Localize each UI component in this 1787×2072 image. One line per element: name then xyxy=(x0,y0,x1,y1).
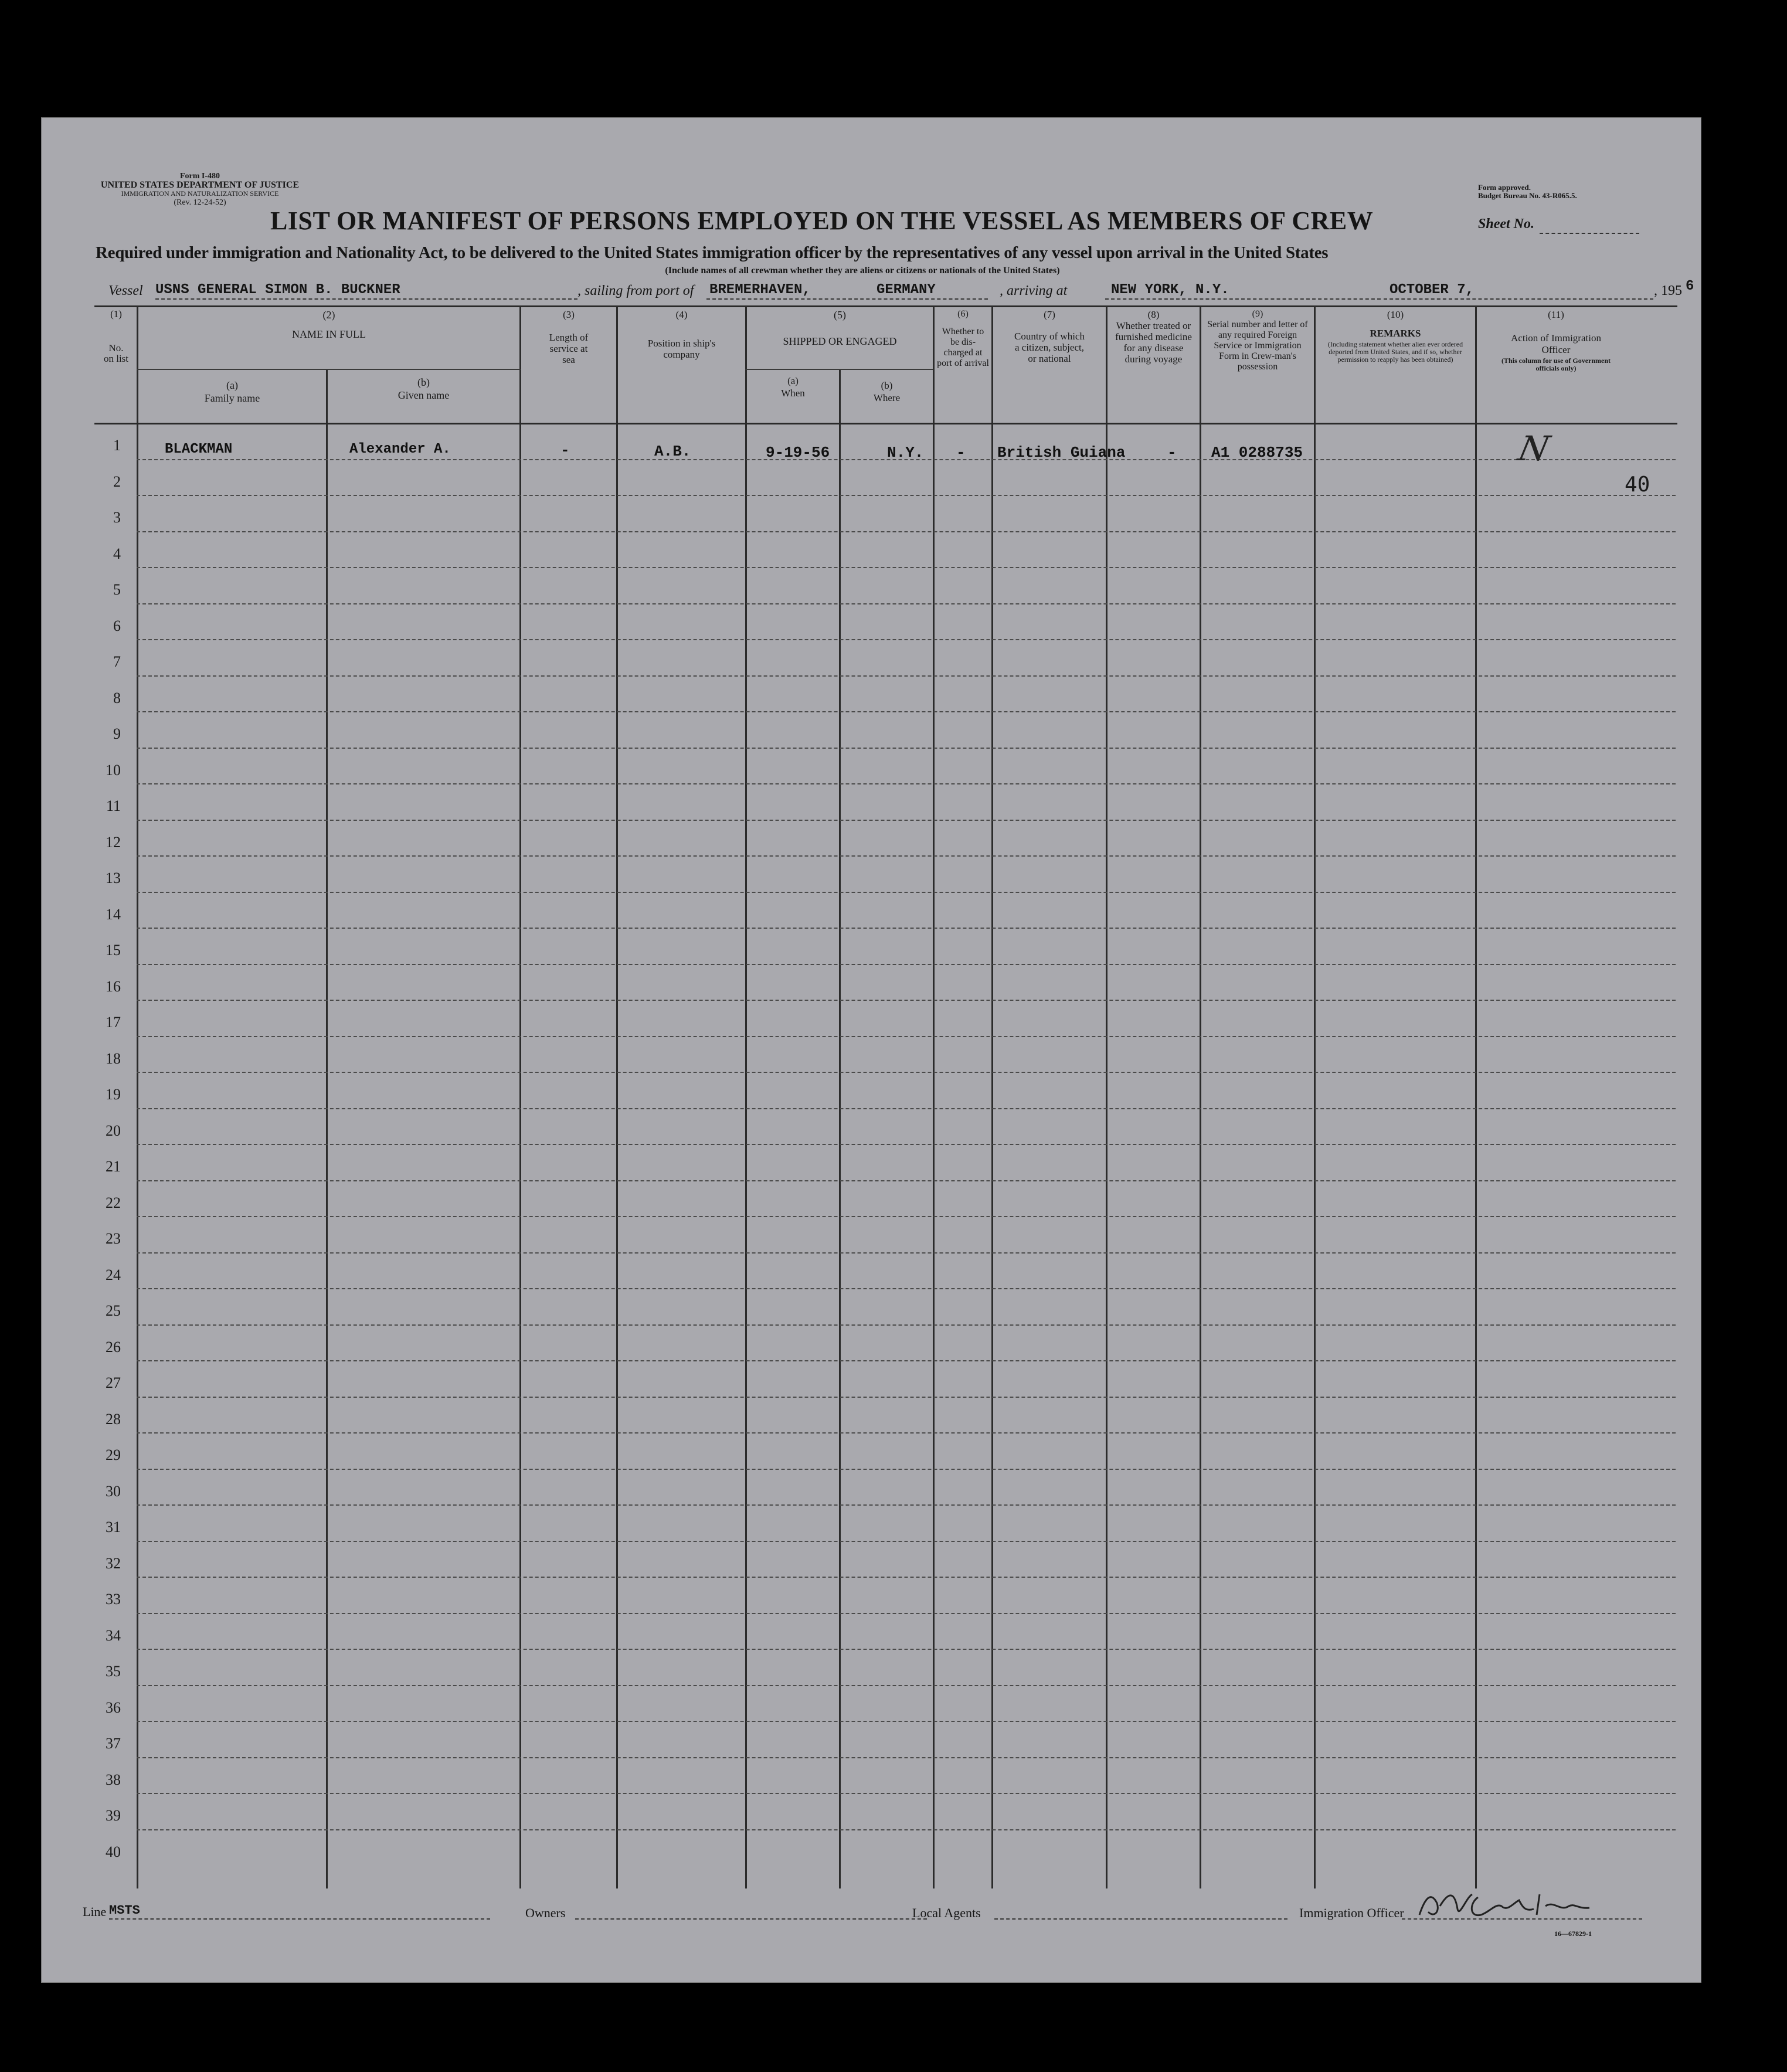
col3-title: Length of service at sea xyxy=(549,332,589,365)
row-rule xyxy=(137,820,1676,821)
date-underline xyxy=(1384,298,1653,300)
row-number: 25 xyxy=(106,1302,121,1319)
row-number: 4 xyxy=(113,545,121,562)
owners-underline xyxy=(575,1918,927,1920)
col11-number: (11) xyxy=(1548,309,1564,320)
row-rule xyxy=(137,1397,1676,1398)
col2b-title: Given name xyxy=(398,389,450,401)
col8-number: (8) xyxy=(1147,309,1160,320)
col-rule-2a xyxy=(326,370,328,1888)
form-code: 16—67829-1 xyxy=(1554,1930,1592,1938)
sheet-number-field xyxy=(1540,233,1639,234)
row-number: 18 xyxy=(106,1049,121,1067)
row-rule xyxy=(137,1757,1676,1758)
row-number: 30 xyxy=(106,1482,121,1500)
row-rule xyxy=(137,1432,1676,1434)
row-rule xyxy=(137,1613,1676,1614)
row-rule xyxy=(137,928,1676,929)
entry-length-of-service: - xyxy=(560,441,570,459)
page-title: LIST OR MANIFEST OF PERSONS EMPLOYED ON THE VESSEL AS MEMBERS OF CREW xyxy=(270,206,1374,235)
col5a-header xyxy=(747,375,839,399)
row-number: 21 xyxy=(106,1158,121,1175)
col5-header xyxy=(747,309,933,348)
col5b-number: (b) xyxy=(881,380,893,391)
row-rule xyxy=(137,711,1676,712)
entry-position: A.B. xyxy=(654,443,691,460)
arrival-underline xyxy=(1105,298,1381,300)
col9-header xyxy=(1201,309,1314,372)
col6-title: Whether to be dis-charged at port of arrival xyxy=(937,327,989,368)
form-header-left xyxy=(89,172,311,207)
col-rule-4 xyxy=(745,305,747,1888)
row-rule xyxy=(137,1685,1676,1686)
row-number: 37 xyxy=(106,1735,121,1752)
col11-title: Action of Immigration Officer xyxy=(1511,332,1601,355)
row-number: 28 xyxy=(106,1410,121,1428)
row-rule xyxy=(137,1649,1676,1650)
line-value: MSTS xyxy=(109,1903,140,1918)
col7-number: (7) xyxy=(1044,309,1055,320)
row-rule xyxy=(137,639,1676,640)
col7-title: Country of which a citizen, subject, or national xyxy=(1014,331,1085,364)
entry-treated: - xyxy=(1167,444,1177,461)
port-underline xyxy=(706,298,988,300)
row-number: 3 xyxy=(113,509,121,526)
row-number: 8 xyxy=(113,689,121,706)
col-rule-8 xyxy=(1200,305,1201,1888)
row-number: 15 xyxy=(106,942,121,959)
signature-line xyxy=(83,1891,1666,1938)
row-rule xyxy=(137,1541,1676,1542)
col7-header xyxy=(993,309,1106,364)
row-number: 2 xyxy=(113,473,121,490)
row-number: 26 xyxy=(106,1338,121,1356)
col3-header xyxy=(521,309,616,365)
row-rule xyxy=(137,1252,1676,1254)
row-rule xyxy=(137,748,1676,749)
col8-header xyxy=(1107,309,1200,365)
col-rule-1 xyxy=(137,305,138,1888)
entry-serial-number: A1 0288735 xyxy=(1211,444,1303,461)
row-number: 32 xyxy=(106,1554,121,1572)
col5-title: SHIPPED OR ENGAGED xyxy=(783,335,897,347)
col8-title: Whether treated or furnished medicine for any disease during voyage xyxy=(1115,320,1192,365)
row-number: 31 xyxy=(106,1519,121,1536)
col4-header xyxy=(618,309,745,360)
col1-header xyxy=(96,309,137,364)
col5b-header xyxy=(841,379,933,404)
col-rule-10 xyxy=(1475,305,1477,1888)
service-name: IMMIGRATION AND NATURALIZATION SERVICE xyxy=(121,189,279,198)
vessel-line xyxy=(108,277,1694,301)
row-rule xyxy=(137,855,1676,857)
form-revision: (Rev. 12-24-52) xyxy=(174,198,226,207)
row-number: 34 xyxy=(106,1626,121,1644)
row-number: 7 xyxy=(113,653,121,670)
row-number: 17 xyxy=(106,1014,121,1031)
vessel-name: USNS GENERAL SIMON B. BUCKNER xyxy=(155,282,400,298)
row-rule xyxy=(137,603,1676,604)
row-rule xyxy=(137,1469,1676,1470)
row-rule xyxy=(137,1144,1676,1145)
col-rule-5 xyxy=(933,305,935,1888)
row-number: 10 xyxy=(106,761,121,779)
col10-number: (10) xyxy=(1387,309,1404,320)
row-number: 1 xyxy=(113,437,121,454)
col2a-number: (a) xyxy=(226,379,238,391)
col-rule-6 xyxy=(991,305,993,1888)
row-rule xyxy=(137,1180,1676,1181)
owners-label: Owners xyxy=(525,1905,566,1920)
row-rule xyxy=(137,1793,1676,1794)
row-rule xyxy=(137,1577,1676,1578)
col-rule-9 xyxy=(1314,305,1316,1888)
col-rule-7 xyxy=(1106,305,1107,1888)
entry-given-name: Alexander A. xyxy=(349,441,451,457)
name-subheader-rule xyxy=(137,369,521,370)
entry-where-shipped: N.Y. xyxy=(887,444,924,461)
arrival-date: OCTOBER 7, xyxy=(1389,282,1475,298)
col2b-header xyxy=(328,376,519,402)
row-number: 24 xyxy=(106,1266,121,1283)
col10-header xyxy=(1316,309,1475,364)
departure-port: BREMERHAVEN, xyxy=(709,282,811,298)
row-number: 38 xyxy=(106,1771,121,1788)
row-rule xyxy=(137,1324,1676,1326)
row-rule xyxy=(137,1504,1676,1506)
row-number: 23 xyxy=(106,1230,121,1247)
agents-label: Local Agents xyxy=(912,1905,981,1920)
row-rule xyxy=(137,1108,1676,1109)
col9-number: (9) xyxy=(1252,309,1263,319)
row-number: 40 xyxy=(106,1843,121,1860)
col-rule-5a xyxy=(839,370,841,1888)
entry-family-name: BLACKMAN xyxy=(165,441,233,457)
table-top-rule xyxy=(94,305,1677,307)
row-rule xyxy=(137,892,1676,893)
row-number: 22 xyxy=(106,1194,121,1211)
col2a-header xyxy=(138,379,326,405)
col2b-number: (b) xyxy=(417,376,430,388)
officer-label: Immigration Officer xyxy=(1299,1905,1404,1920)
header-bottom-rule xyxy=(94,423,1677,424)
year-prefix: , 195 xyxy=(1654,283,1682,298)
col5a-number: (a) xyxy=(787,375,799,386)
entry-country: British Guiana xyxy=(997,444,1126,461)
col-rule-2 xyxy=(519,305,521,1888)
col5-number: (5) xyxy=(834,309,846,321)
row-number: 13 xyxy=(106,869,121,886)
col2-header xyxy=(138,309,519,341)
row-rule xyxy=(137,783,1676,784)
approved-text: Form approved. xyxy=(1478,183,1531,192)
entry-when-shipped: 9-19-56 xyxy=(766,444,830,461)
row-number: 6 xyxy=(113,617,121,634)
line-underline xyxy=(109,1918,490,1920)
col5b-title: Where xyxy=(873,392,901,403)
budget-number: Budget Bureau No. 43-R065.5. xyxy=(1478,191,1577,200)
crew-table xyxy=(42,305,1701,1888)
row-rule xyxy=(137,1360,1676,1361)
row-number: 20 xyxy=(106,1122,121,1139)
side-count: 40 xyxy=(1625,473,1650,497)
row-number: 35 xyxy=(106,1663,121,1680)
row-rule xyxy=(137,531,1676,532)
line-label: Line xyxy=(83,1904,107,1919)
row-number: 14 xyxy=(106,905,121,923)
sailing-label: , sailing from port of xyxy=(577,283,694,298)
col10-subtitle: (Including statement whether alien ever ordered deported from United States, and if so, whether permission to reapply has been obtained) xyxy=(1327,340,1463,364)
row-rule xyxy=(137,495,1676,496)
form-number: Form I-480 xyxy=(179,172,220,181)
row-number: 12 xyxy=(106,833,121,851)
sheet-number-label: Sheet No. xyxy=(1478,216,1534,232)
officer-check-mark: N xyxy=(1514,429,1553,468)
col2-number: (2) xyxy=(322,309,335,321)
shipped-subheader-rule xyxy=(745,369,933,370)
col11-header xyxy=(1477,309,1635,372)
col5a-title: When xyxy=(781,388,805,399)
row-number: 9 xyxy=(113,725,121,742)
col4-number: (4) xyxy=(675,309,688,320)
row-number: 27 xyxy=(106,1374,121,1391)
row-rule xyxy=(137,1036,1676,1037)
arriving-label: , arriving at xyxy=(1000,283,1068,298)
department-name: UNITED STATES DEPARTMENT OF JUSTICE xyxy=(100,180,300,190)
row-rule xyxy=(137,675,1676,677)
officer-signature xyxy=(1414,1886,1648,1927)
col6-number: (6) xyxy=(957,309,969,319)
row-rule xyxy=(137,1829,1676,1830)
row-number: 39 xyxy=(106,1807,121,1824)
row-rule xyxy=(137,1000,1676,1001)
col1-title: No. on list xyxy=(103,342,129,364)
col2-title: NAME IN FULL xyxy=(292,328,366,340)
row-number: 29 xyxy=(106,1446,121,1463)
agents-underline xyxy=(994,1918,1287,1920)
inclusion-note: (Include names of all crewman whether they are aliens or citizens or nationals of the United States) xyxy=(665,266,1060,276)
row-rule xyxy=(137,1072,1676,1073)
col11-subtitle: (This column for use of Government officials only) xyxy=(1501,356,1611,372)
vessel-underline xyxy=(155,298,577,300)
row-number: 33 xyxy=(106,1591,121,1608)
subtitle: Required under immigration and Nationality Act, to be delivered to the United States immigration officer by the representatives of any vessel upon arrival in the United States xyxy=(96,243,1329,262)
row-number: 5 xyxy=(113,581,121,598)
row-rule xyxy=(137,1216,1676,1217)
row-number: 11 xyxy=(106,797,121,814)
row-number: 19 xyxy=(106,1086,121,1103)
arrival-port: NEW YORK, N.Y. xyxy=(1111,282,1229,298)
form-approval xyxy=(1478,184,1654,200)
row-rule xyxy=(137,964,1676,965)
year-suffix: 6 xyxy=(1686,278,1694,294)
entry-discharged: - xyxy=(956,444,966,461)
vessel-label: Vessel xyxy=(108,283,143,298)
col2a-title: Family name xyxy=(204,392,260,404)
row-rule xyxy=(137,567,1676,568)
departure-country: GERMANY xyxy=(876,282,936,298)
col3-number: (3) xyxy=(563,309,575,320)
row-number: 16 xyxy=(106,977,121,995)
col9-title: Serial number and letter of any required Foreign Service or Immigration Form in Crew-man's possession xyxy=(1207,320,1308,372)
col-rule-3 xyxy=(616,305,618,1888)
col4-title: Position in ship's company xyxy=(647,338,716,360)
manifest-sheet xyxy=(41,117,1701,1983)
row-rule xyxy=(137,1721,1676,1722)
col10-title: REMARKS xyxy=(1370,328,1421,339)
row-number: 36 xyxy=(106,1699,121,1716)
col6-header xyxy=(935,309,991,369)
row-rule xyxy=(137,1288,1676,1289)
col1-number: (1) xyxy=(110,308,122,320)
